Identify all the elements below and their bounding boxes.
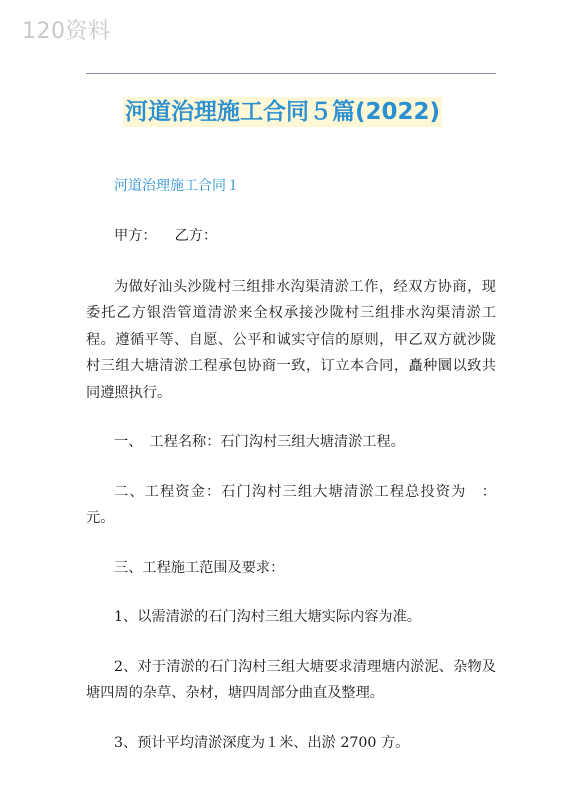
watermark: 120资料 bbox=[22, 19, 111, 44]
paragraph-scope-item-1: 1、以需清淤的石门沟村三组大塘实际内容为准。 bbox=[114, 609, 421, 625]
paragraph-intro: 为做好汕头沙陇村三组排水沟渠清淤工作，经双方协商，现委托乙方银浩管道清淤来全权承接沙陇村三组排水沟渠清淤工程。遵循平等、自愿、公平和诚实守信的原则，甲乙双方就沙陇村三组大塘清淤工程承包协商一致，订立本合同，矗种圜以致共同遵照执行。 bbox=[86, 278, 496, 401]
header-divider bbox=[86, 73, 496, 74]
paragraph-scope-item-3: 3、预计平均清淤深度为１米、出淤 2700 方。 bbox=[114, 734, 410, 751]
document-title: 河道治理施工合同５篇(2022) bbox=[124, 99, 441, 125]
party-b-label: 乙方： bbox=[174, 228, 218, 244]
paragraph-scope-item-2: 2、对于清淤的石门沟村三组大塘要求清理塘内淤泥、杂物及塘四周的杂草、杂材，塘四周部分曲直及整理。 bbox=[86, 658, 496, 701]
paragraph-scope-heading: 三、工程施工范围及要求： bbox=[114, 559, 285, 576]
parties-line bbox=[86, 223, 496, 250]
party-a-label: 甲方： bbox=[114, 228, 157, 244]
document-title-wrapper bbox=[0, 93, 565, 126]
document-body bbox=[86, 175, 496, 756]
paragraph-project-funds: 二、工程资金：石门沟村三组大塘清淤工程总投资为 ：元。 bbox=[86, 483, 496, 526]
section-heading: 河道治理施工合同１ bbox=[114, 178, 240, 194]
paragraph-project-name: 一、 工程名称：石门沟村三组大塘清淤工程。 bbox=[114, 434, 405, 450]
